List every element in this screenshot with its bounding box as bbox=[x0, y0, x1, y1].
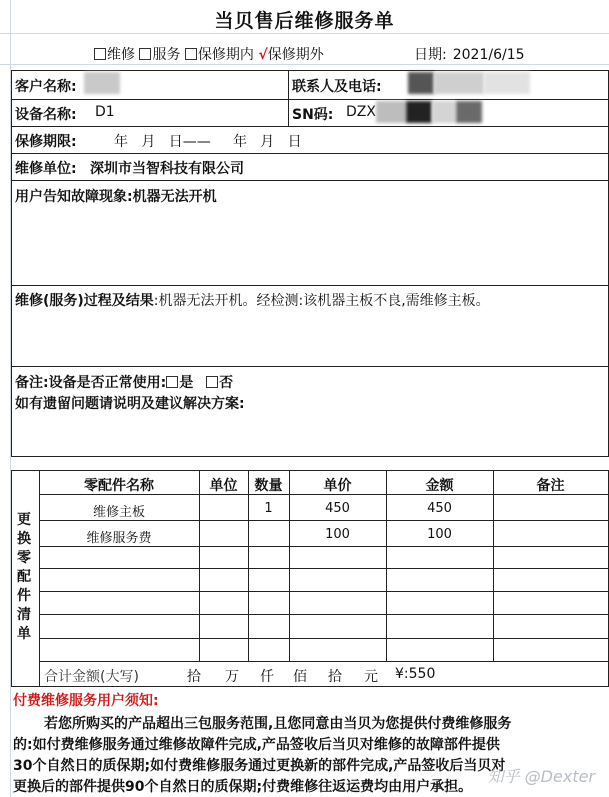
redacted-phone bbox=[484, 72, 530, 94]
watermark: 知乎 @Dexter bbox=[487, 767, 595, 786]
sn-label: SN码: bbox=[292, 107, 334, 123]
column-header: 零配件名称 bbox=[84, 478, 154, 494]
redacted-phone bbox=[434, 72, 484, 94]
checkbox-icon[interactable] bbox=[185, 48, 197, 60]
column-header: 数量 bbox=[254, 478, 283, 494]
check-mark-icon[interactable]: √ bbox=[258, 47, 268, 63]
service-type-row bbox=[94, 44, 324, 64]
device-name-label: 设备名称: bbox=[15, 107, 77, 123]
checkbox-icon[interactable] bbox=[139, 48, 151, 60]
device-name-value: D1 bbox=[95, 104, 115, 120]
warranty-label: 保修期限: bbox=[15, 134, 77, 150]
redacted-phone bbox=[408, 72, 434, 94]
column-header: 备注 bbox=[536, 478, 565, 494]
unit-price-cell: 450 bbox=[325, 501, 350, 516]
part-name-cell: 维修服务费 bbox=[86, 531, 152, 546]
redacted-sn bbox=[376, 101, 406, 123]
fault-description: 用户告知故障现象:机器无法开机 bbox=[15, 189, 217, 205]
sheet-gridline bbox=[0, 64, 609, 65]
amount-cell: 100 bbox=[427, 527, 452, 542]
redacted-sn bbox=[432, 101, 456, 123]
form-title: 当贝售后维修服务单 bbox=[214, 10, 395, 32]
quantity-cell: 1 bbox=[264, 501, 273, 516]
column-header: 金额 bbox=[425, 478, 454, 494]
device-status-note: 备注:设备是否正常使用: 是 否 bbox=[15, 375, 234, 391]
checkbox-icon[interactable] bbox=[166, 376, 178, 388]
contact-label: 联系人及电话: bbox=[292, 79, 382, 95]
repair-unit-label: 维修单位: bbox=[15, 161, 77, 177]
redacted-sn bbox=[456, 101, 482, 123]
warranty-period: 年 月 日—— 年 月 日 bbox=[114, 134, 302, 150]
repair-process: 维修(服务)过程及结果:机器无法开机。经检测:该机器主板不良,需维修主板。 bbox=[15, 293, 490, 309]
notice-title: 付费维修服务用户须知: bbox=[13, 693, 159, 709]
customer-name-label: 客户名称: bbox=[15, 79, 77, 95]
remaining-issue-label: 如有遗留问题请说明及建议解决方案: bbox=[15, 396, 245, 412]
total-amount-value: ¥:550 bbox=[395, 666, 436, 682]
date-field: 日期: 2021/6/15 bbox=[414, 47, 525, 63]
redacted-sn bbox=[406, 101, 432, 123]
service-type-option[interactable]: 服务 bbox=[139, 47, 180, 63]
part-name-cell: 维修主板 bbox=[92, 505, 145, 520]
repair-unit-value: 深圳市当智科技有限公司 bbox=[90, 161, 244, 177]
redacted-customer-name bbox=[84, 72, 120, 94]
unit-price-cell: 100 bbox=[325, 527, 350, 542]
total-amount-label: 合计金额(大写) bbox=[44, 669, 139, 685]
sn-value: DZX bbox=[346, 104, 376, 120]
column-header: 单位 bbox=[209, 478, 238, 494]
service-type-option[interactable]: 维修 bbox=[94, 47, 135, 63]
checkbox-icon[interactable] bbox=[206, 376, 218, 388]
amount-cell: 450 bbox=[427, 501, 452, 516]
service-type-option-checked[interactable]: √保修期外 bbox=[258, 47, 324, 63]
checkbox-icon[interactable] bbox=[94, 48, 106, 60]
service-type-option[interactable]: 保修期内 bbox=[185, 47, 254, 63]
column-header: 单价 bbox=[323, 478, 352, 494]
sheet-gridline bbox=[0, 33, 609, 34]
